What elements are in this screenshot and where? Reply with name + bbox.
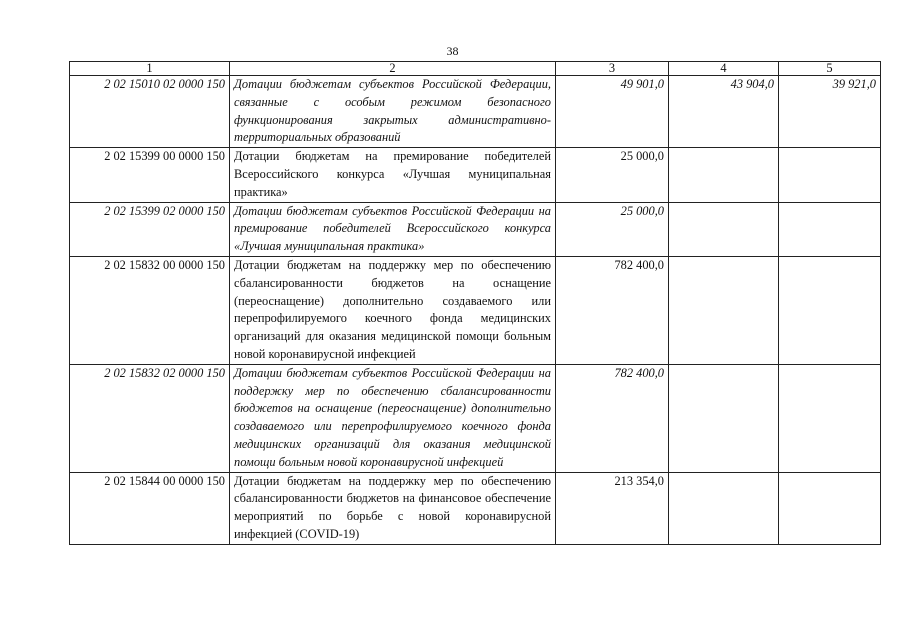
budget-item-name: Дотации бюджетам субъектов Российской Федерации на премирование победителей Всероссийского конкурса «Лучшая муниципальная практика» <box>230 202 556 256</box>
amount-col3: 25 000,0 <box>556 202 669 256</box>
table-row <box>70 202 881 256</box>
amount-col4 <box>669 472 779 544</box>
table-row <box>70 148 881 202</box>
column-header-5: 5 <box>779 62 881 76</box>
amount-col4 <box>669 148 779 202</box>
column-header-2: 2 <box>230 62 556 76</box>
amount-col3: 782 400,0 <box>556 256 669 364</box>
budget-item-name: Дотации бюджетам субъектов Российской Федерации, связанные с особым режимом безопасного функционирования закрытых административно-территориальных образований <box>230 76 556 148</box>
column-header-4: 4 <box>669 62 779 76</box>
amount-col4 <box>669 202 779 256</box>
amount-col5 <box>779 472 881 544</box>
budget-code: 2 02 15399 00 0000 150 <box>70 148 230 202</box>
table-row <box>70 256 881 364</box>
amount-col3: 782 400,0 <box>556 364 669 472</box>
budget-item-name: Дотации бюджетам на поддержку мер по обеспечению сбалансированности бюджетов на финансовое обеспечение мероприятий по борьбе с новой коронавирусной инфекцией (COVID-19) <box>230 472 556 544</box>
budget-code: 2 02 15832 00 0000 150 <box>70 256 230 364</box>
amount-col5 <box>779 256 881 364</box>
budget-item-name: Дотации бюджетам на премирование победителей Всероссийского конкурса «Лучшая муниципальная практика» <box>230 148 556 202</box>
amount-col5: 39 921,0 <box>779 76 881 148</box>
amount-col4 <box>669 256 779 364</box>
page-number: 38 <box>446 44 459 58</box>
budget-item-name: Дотации бюджетам на поддержку мер по обеспечению сбалансированности бюджетов на оснащение (переоснащение) дополнительно создаваемого или перепрофилируемого коечного фонда медицинских организаций для оказания медицинской помощи больным новой коронавирусной инфекцией <box>230 256 556 364</box>
table-header-row <box>70 62 881 76</box>
column-header-1: 1 <box>70 62 230 76</box>
budget-code: 2 02 15844 00 0000 150 <box>70 472 230 544</box>
budget-code: 2 02 15010 02 0000 150 <box>70 76 230 148</box>
amount-col5 <box>779 202 881 256</box>
column-header-3: 3 <box>556 62 669 76</box>
budget-table <box>69 61 881 545</box>
table-row <box>70 472 881 544</box>
amount-col3: 25 000,0 <box>556 148 669 202</box>
amount-col5 <box>779 148 881 202</box>
table-row <box>70 76 881 148</box>
table-row <box>70 364 881 472</box>
budget-code: 2 02 15832 02 0000 150 <box>70 364 230 472</box>
amount-col3: 213 354,0 <box>556 472 669 544</box>
budget-code: 2 02 15399 02 0000 150 <box>70 202 230 256</box>
amount-col3: 49 901,0 <box>556 76 669 148</box>
amount-col5 <box>779 364 881 472</box>
amount-col4 <box>669 364 779 472</box>
budget-item-name: Дотации бюджетам субъектов Российской Федерации на поддержку мер по обеспечению сбалансированности бюджетов на оснащение (переоснащение) дополнительно создаваемого или перепрофилируемого коечного фонда медицинских организаций для оказания медицинской помощи больным новой коронавирусной инфекцией <box>230 364 556 472</box>
amount-col4: 43 904,0 <box>669 76 779 148</box>
